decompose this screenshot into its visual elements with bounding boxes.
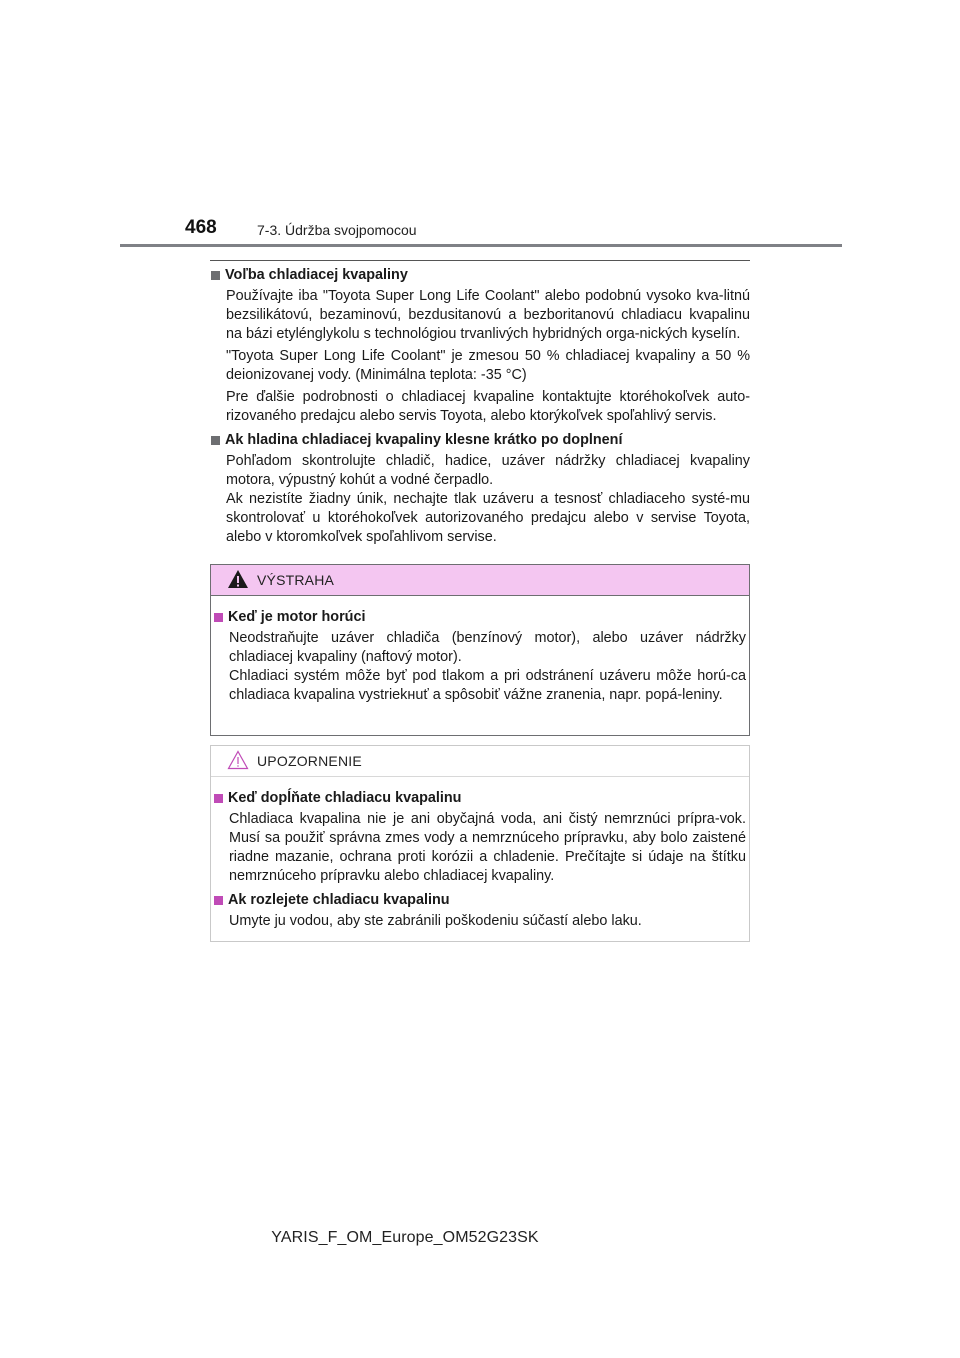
- page-number: 468: [185, 217, 217, 238]
- square-bullet-icon: [211, 271, 220, 280]
- section-heading-text: Voľba chladiacej kvapaliny: [225, 267, 408, 283]
- section-coolant-drop: [210, 431, 750, 547]
- warning-heading-text: Keď je motor horúci: [228, 609, 366, 625]
- notice-heading-text: Ak rozlejete chladiacu kvapalinu: [228, 892, 450, 908]
- notice-box: [210, 745, 750, 942]
- notice-paragraph: Chladiaca kvapalina nie je ani obyčajná voda, ani čistý nemrznúci prípra-vok. Musí sa použiť správna zmes vody a nemrznúceho prípravku, aby bolo zaistené riadne mazanie, ochrana proti korózii a chladenie. Prečítajte si údaje na štítku nemrznúceho prípravku alebo chladiacej kvapaliny.: [229, 811, 746, 884]
- main-content: [210, 266, 750, 552]
- square-bullet-icon: [214, 794, 223, 803]
- warning-heading: [213, 608, 746, 626]
- section-heading: [210, 266, 750, 284]
- paragraph: Pre ďalšie podrobnosti o chladiacej kvapaline kontaktujte ktoréhokoľvek auto-rizovaného predajcu alebo servis Toyota, alebo ktorýkoľvek spoľahlivý servis.: [226, 389, 750, 424]
- notice-heading: [213, 789, 746, 807]
- section-heading: [210, 431, 750, 449]
- square-bullet-icon: [214, 896, 223, 905]
- warning-paragraph: Neodstraňujte uzáver chladiča (benzínový motor), alebo uzáver nádržky chladiacej kvapaliny (naftový motor).: [229, 630, 746, 665]
- section-coolant-choice: [210, 266, 750, 426]
- warning-body: [211, 596, 749, 705]
- header-rule: [120, 244, 842, 247]
- notice-heading-text: Keď dopĺňate chladiacu kvapalinu: [228, 790, 462, 806]
- footer-doc-id: YARIS_F_OM_Europe_OM52G23SK: [271, 1229, 539, 1246]
- notice-heading: [213, 891, 746, 909]
- warning-triangle-icon: [227, 569, 249, 589]
- paragraph: Pohľadom skontrolujte chladič, hadice, uzáver nádržky chladiacej kvapaliny motora, výpustný kohút a vodné čerpadlo.: [226, 453, 750, 488]
- warning-header: [211, 565, 749, 596]
- paragraph: Ak nezistíte žiadny únik, nechajte tlak uzáveru a tesnosť chladiaceho systé-mu skontrolovať u ktoréhokoľvek autorizovaného predajcu alebo v servise Toyota, alebo v ktoromkoľvek spoľahlivom servise.: [226, 491, 750, 545]
- content-top-rule: [210, 260, 750, 261]
- notice-body: [211, 777, 749, 931]
- section-heading-text: Ak hladina chladiacej kvapaliny klesne krátko po doplnení: [225, 432, 623, 448]
- notice-header: [211, 746, 749, 777]
- section-title: 7-3. Údržba svojpomocou: [257, 222, 417, 238]
- square-bullet-icon: [211, 436, 220, 445]
- warning-paragraph: Chladiaci systém môže byť pod tlakom a pri odstránení uzáveru môže horú-ca chladiaca kvapalina vystriekнuť a spôsobiť vážne zranenia, napr. popá-leniny.: [229, 668, 746, 703]
- square-bullet-icon: [214, 613, 223, 622]
- caution-triangle-icon: [227, 750, 249, 770]
- paragraph: Používajte iba "Toyota Super Long Life Coolant" alebo podobnú vysoko kva-litnú bezsilikátovú, bezaminovú, bezdusitanovú a bezboritanovú chladiacu kvapalinu na bázi etylénglykolu s technológiou trvanlivých hybridných orga-nických kyselín.: [226, 288, 750, 342]
- paragraph: "Toyota Super Long Life Coolant" je zmesou 50 % chladiacej kvapaliny a 50 % deionizovanej vody. (Minimálna teplota: -35 °C): [226, 348, 750, 383]
- notice-paragraph: Umyte ju vodou, aby ste zabránili poškodeniu súčastí alebo laku.: [229, 913, 642, 929]
- notice-label: UPOZORNENIE: [257, 753, 362, 769]
- warning-label: VÝSTRAHA: [257, 572, 335, 588]
- warning-box: [210, 564, 750, 736]
